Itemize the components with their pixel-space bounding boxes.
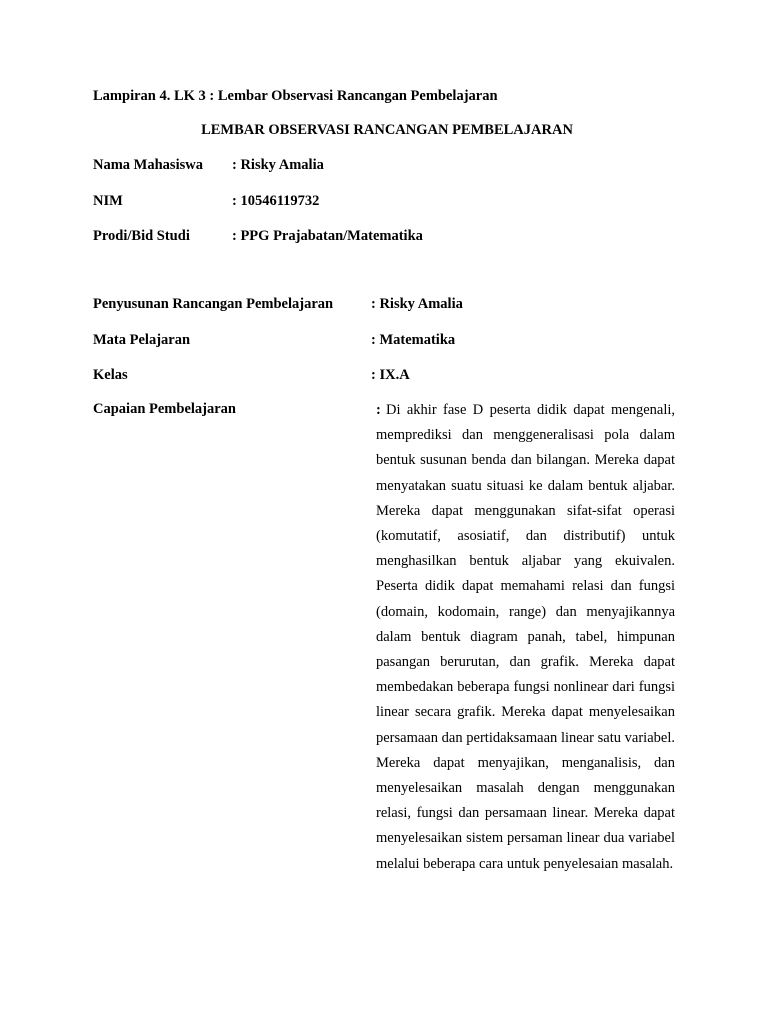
student-name-label: Nama Mahasiswa [93,157,203,173]
study-program-value: : PPG Prajabatan/Matematika [232,228,423,244]
plan-author-value: : Risky Amalia [371,296,463,312]
class-value: : IX.A [371,367,410,383]
learning-outcomes-text [376,398,675,877]
page-title-text: LEMBAR OBSERVASI RANCANGAN PEMBELAJARAN [201,122,573,138]
page-title [0,121,768,139]
learning-outcomes-label: Capaian Pembelajaran [93,401,236,417]
plan-author-label: Penyusunan Rancangan Pembelajaran [93,296,334,312]
class-label: Kelas [93,367,128,383]
learning-outcomes-colon: : [376,402,381,418]
subject-value: : Matematika [371,332,456,348]
subject-label: Mata Pelajaran [93,332,191,348]
nim-label: NIM [93,193,123,209]
appendix-heading: Lampiran 4. LK 3 : Lembar Observasi Rancangan Pembelajaran [93,88,498,104]
learning-outcomes-paragraph: Di akhir fase D peserta didik dapat mengenali, memprediksi dan menggeneralisasi pola dalam bentuk susunan benda dan bilangan. Mereka dapat menyatakan suatu situasi ke dalam bentuk aljabar. Mereka dapat menggunakan sifat-sifat operasi (komutatif, asosiatif, dan distributif) untuk menghasilkan bentuk aljabar yang ekuivalen. Peserta didik dapat memahami relasi dan fungsi (domain, kodomain, range) dan menyajikannya dalam bentuk diagram panah, tabel, himpunan pasangan berurutan, dan grafik. Mereka dapat membedakan beberapa fungsi nonlinear dari fungsi linear secara grafik. Mereka dapat menyelesaikan persamaan dan pertidaksamaan linear satu variabel. Mereka dapat menyajikan, menganalisis, dan menyelesaikan masalah dengan menggunakan relasi, fungsi dan persamaan linear. Mereka dapat menyelesaikan sistem persaman linear dua variabel melalui beberapa cara untuk penyelesaian masalah. [376,402,675,872]
nim-value: : 10546119732 [232,193,320,209]
student-name-value: : Risky Amalia [232,157,324,173]
study-program-label: Prodi/Bid Studi [93,228,190,244]
